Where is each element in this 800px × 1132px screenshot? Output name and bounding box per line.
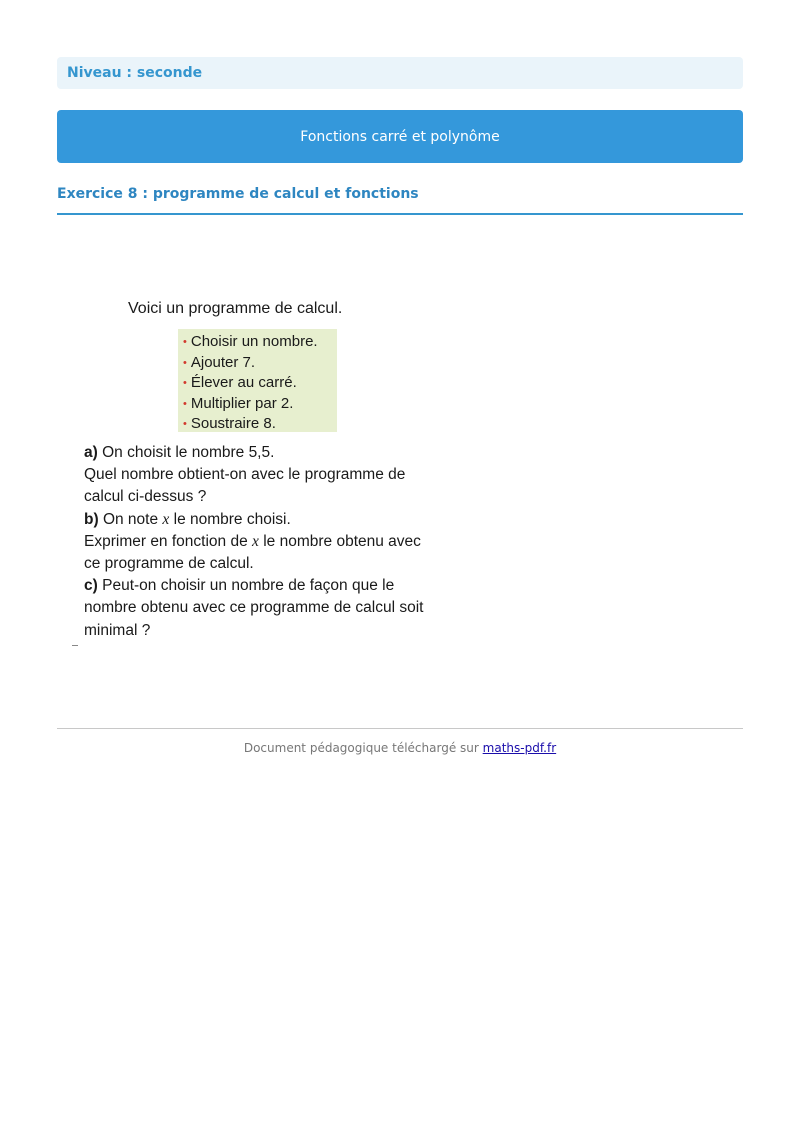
footer-divider bbox=[57, 728, 743, 729]
bullet-icon: • bbox=[183, 336, 187, 348]
step-label: Multiplier par 2. bbox=[190, 394, 294, 412]
footer-text: Document pédagogique téléchargé sur bbox=[243, 741, 479, 755]
question-b-text: Exprimer en fonction de bbox=[84, 532, 248, 550]
exercise-heading: Exercice 8 : programme de calcul et fonctions bbox=[57, 186, 743, 215]
question-a-text: On choisit le nombre 5,5. bbox=[102, 444, 275, 461]
questions-list bbox=[84, 442, 424, 642]
variable-x: x bbox=[252, 532, 259, 550]
page-title: Fonctions carré et polynôme bbox=[300, 128, 500, 145]
step-label: Élever au carré. bbox=[190, 374, 297, 392]
question-b-text: le nombre obtenu avec bbox=[263, 532, 421, 550]
question-b-line bbox=[84, 509, 424, 531]
question-b-line: ce programme de calcul. bbox=[84, 555, 254, 573]
bullet-icon: • bbox=[183, 356, 187, 369]
step-item bbox=[183, 373, 337, 394]
step-label: Ajouter 7. bbox=[190, 353, 256, 371]
exercise-scan bbox=[74, 290, 434, 660]
question-b-text: le nombre choisi. bbox=[173, 510, 291, 528]
footer bbox=[0, 741, 800, 755]
step-item bbox=[183, 394, 337, 415]
question-c-letter: c) bbox=[84, 577, 98, 595]
program-steps-box bbox=[178, 329, 337, 432]
scan-mark bbox=[72, 645, 78, 646]
question-c-line: minimal ? bbox=[84, 621, 151, 639]
title-banner bbox=[57, 110, 743, 163]
step-item bbox=[183, 332, 337, 353]
step-item bbox=[183, 414, 337, 435]
question-a-line: calcul ci-dessus ? bbox=[84, 488, 207, 506]
question-c-line: nombre obtenu avec ce programme de calcul soit bbox=[84, 599, 424, 617]
step-label: Soustraire 8. bbox=[190, 415, 276, 433]
footer-link[interactable]: maths-pdf.fr bbox=[482, 741, 557, 755]
question-b-text: On note bbox=[102, 510, 159, 528]
question-c-line bbox=[84, 575, 424, 597]
bullet-icon: • bbox=[183, 397, 187, 410]
question-b-letter: b) bbox=[84, 510, 99, 528]
question-a-line: Quel nombre obtient-on avec le programme de bbox=[84, 466, 406, 484]
page-content bbox=[57, 57, 743, 215]
level-banner bbox=[57, 57, 743, 89]
step-label: Choisir un nombre. bbox=[190, 333, 318, 350]
bullet-icon: • bbox=[183, 377, 187, 390]
question-a-letter: a) bbox=[84, 444, 98, 461]
question-b-line bbox=[84, 531, 424, 553]
step-item bbox=[183, 353, 337, 374]
bullet-icon: • bbox=[183, 418, 187, 431]
question-c-text: Peut-on choisir un nombre de façon que le bbox=[102, 577, 395, 595]
question-a-line bbox=[84, 442, 424, 464]
variable-x: x bbox=[162, 510, 170, 528]
level-label: Niveau : seconde bbox=[67, 65, 203, 81]
intro-text: Voici un programme de calcul. bbox=[128, 300, 343, 317]
